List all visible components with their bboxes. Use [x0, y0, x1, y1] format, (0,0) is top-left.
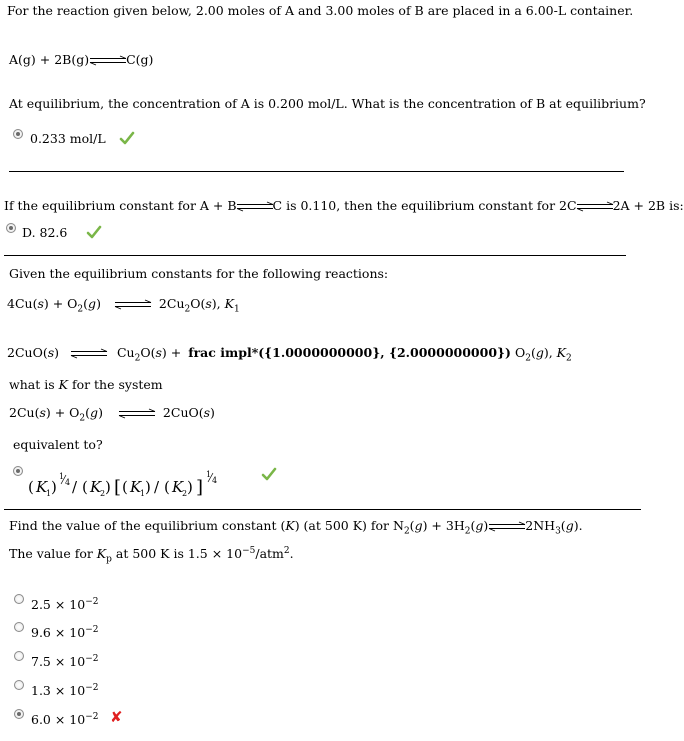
option-exp: −2 [85, 624, 99, 635]
kp-k: K [96, 546, 107, 561]
q4-text: Find the value of the equilibrium constant ( [9, 518, 286, 533]
option-base: 9.6 × 10 [31, 625, 86, 640]
r1-text: 2Cu [158, 296, 185, 311]
q4-kp-statement [9, 545, 294, 565]
r1-text: ) [96, 296, 101, 311]
system-text: what is [9, 377, 55, 392]
svg-text:): ) [105, 478, 111, 496]
q3-reaction-1 [7, 296, 240, 315]
r2-text: 2CuO( [7, 345, 48, 360]
q3-system-prompt [9, 377, 163, 392]
r2-k: K [556, 345, 567, 360]
svg-text:4: 4 [212, 476, 218, 485]
q4-option-label [31, 683, 99, 698]
svg-text:/: / [154, 478, 160, 496]
svg-text:(: ( [164, 478, 170, 496]
q4-sub: 3 [555, 526, 561, 537]
q4-option-radio[interactable] [14, 622, 24, 632]
q4-option-label [31, 597, 99, 612]
svg-text:): ) [187, 478, 193, 496]
option-base: 7.5 × 10 [31, 654, 86, 669]
r2-text: Cu [116, 345, 135, 360]
system-k: K [58, 377, 68, 392]
r1-sub: 1 [233, 304, 240, 315]
kp-sup: 2 [283, 545, 290, 556]
svg-text:2: 2 [100, 489, 106, 498]
q1-intro: For the reaction given below, 2.00 moles of A and 3.00 moles of B are placed in a 6.00-L container. [7, 3, 634, 18]
sys-text: ( [85, 405, 91, 420]
r2-text: O( [140, 345, 156, 360]
option-exp: −2 [85, 596, 99, 607]
q4-option-radio[interactable] [14, 680, 24, 690]
r2-text: O [510, 345, 526, 360]
q4-question [9, 518, 583, 537]
q2-question [4, 198, 684, 213]
q4-option-radio[interactable] [14, 651, 24, 661]
svg-text:4: 4 [65, 478, 71, 487]
equilibrium-arrow-icon [71, 349, 107, 359]
svg-text:]: ] [196, 477, 204, 498]
r1-text: ( [83, 296, 89, 311]
r2-text: ( [530, 345, 536, 360]
q4-sub: 2 [464, 526, 471, 537]
svg-text:K: K [130, 478, 142, 496]
q4-text: g [475, 518, 484, 533]
q4-text: g [565, 518, 574, 533]
r1-text: s [205, 296, 212, 311]
equilibrium-arrow-icon [119, 409, 155, 419]
option-base: 6.0 × 10 [31, 712, 86, 727]
kp-sub: p [106, 554, 112, 565]
q4-text: ) + 3H [422, 518, 465, 533]
q4-text: ). [573, 518, 583, 533]
divider [4, 509, 641, 510]
q1-answer-label: 0.233 mol/L [30, 131, 106, 146]
r2-text: ) [54, 345, 60, 360]
divider [9, 171, 624, 172]
svg-text:1: 1 [59, 472, 65, 481]
svg-text:(: ( [122, 478, 128, 496]
sys-text: ) [210, 405, 215, 420]
q4-option-label [31, 712, 99, 727]
q4-k: K [285, 518, 295, 533]
q4-text: ) [483, 518, 489, 533]
r1-text: g [88, 296, 97, 311]
option-base: 1.3 × 10 [31, 683, 86, 698]
sys-text: 2CuO( [162, 405, 204, 420]
r1-text: s [37, 296, 44, 311]
svg-text:(: ( [82, 478, 88, 496]
option-base: 2.5 × 10 [31, 597, 86, 612]
equilibrium-arrow-icon [237, 202, 273, 212]
equilibrium-arrow-icon [115, 300, 151, 310]
kp-sup: −5 [242, 545, 256, 556]
q1-reaction [9, 52, 153, 67]
q3-answer-radio[interactable] [13, 466, 23, 476]
r1-sub: 2 [77, 304, 84, 315]
r1-text: ), [211, 296, 225, 311]
kp-text: The value for [9, 546, 97, 561]
svg-text:[: [ [114, 477, 122, 498]
r1-text: 4Cu( [7, 296, 38, 311]
q3-system-reaction [9, 405, 215, 424]
q1-question: At equilibrium, the concentration of A is 0.200 mol/L. What is the concentration of B at equilibrium? [9, 96, 646, 111]
q4-option-radio-selected[interactable] [14, 709, 24, 719]
system-text: for the system [71, 377, 163, 392]
kp-text: . [289, 546, 294, 561]
r1-sub: 2 [184, 304, 191, 315]
cross-icon: ✘ [110, 708, 123, 726]
sys-text: s [203, 405, 211, 420]
q4-text: ( [560, 518, 566, 533]
check-icon [120, 131, 135, 145]
sys-text: ) + O [45, 405, 80, 420]
q3-intro: Given the equilibrium constants for the following reactions: [9, 266, 389, 281]
r2-text: ), [543, 345, 557, 360]
sys-text: s [39, 405, 46, 420]
sys-sub: 2 [79, 413, 86, 424]
r2-sub: 2 [566, 353, 572, 364]
q4-text: ( [470, 518, 476, 533]
sys-text: 2Cu( [9, 405, 40, 420]
r1-k: K [224, 296, 234, 311]
r2-frac-text: frac impl*({1.0000000000}, {2.0000000000}) [188, 345, 511, 360]
svg-text:): ) [145, 478, 151, 496]
q2-answer-label: D. 82.6 [22, 225, 68, 240]
option-exp: −2 [85, 711, 99, 722]
svg-text:K: K [172, 478, 184, 496]
q4-text: ) (at 500 K) for N [294, 518, 404, 533]
svg-text:K: K [90, 478, 102, 496]
equilibrium-arrow-icon [577, 202, 613, 212]
sys-text: g [90, 405, 99, 420]
svg-text:1: 1 [206, 470, 212, 479]
option-exp: −2 [85, 653, 99, 664]
svg-text:/: / [72, 478, 78, 496]
q2-text-b: C is 0.110, then the equilibrium constant for 2C [272, 198, 577, 213]
q2-text-c: 2A + 2B is: [612, 198, 684, 213]
divider [4, 255, 626, 256]
svg-text:): ) [51, 478, 57, 496]
r2-text: s [47, 345, 55, 360]
q4-text: 2NH [525, 518, 556, 533]
kp-text: /atm [255, 546, 284, 561]
svg-text:2: 2 [182, 489, 188, 498]
q4-option-radio[interactable] [14, 594, 24, 604]
check-icon [262, 467, 277, 481]
q4-option-label [31, 625, 99, 640]
sys-text: ) [98, 405, 103, 420]
option-exp: −2 [85, 682, 99, 693]
q3-equivalent-prompt: equivalent to? [13, 437, 103, 452]
q1-answer-radio[interactable] [13, 129, 23, 139]
check-icon [87, 225, 102, 239]
svg-text:1: 1 [140, 489, 146, 498]
q4-text: ( [409, 518, 415, 533]
r1-text: O( [190, 296, 206, 311]
equilibrium-arrow-icon [90, 56, 126, 66]
q3-answer-formula [28, 466, 243, 502]
q2-answer-radio[interactable] [6, 223, 16, 233]
r2-sub: 2 [525, 353, 531, 364]
q1-reaction-left: A(g) + 2B(g) [9, 52, 90, 67]
q4-sub: 2 [403, 526, 410, 537]
r2-text: ) + [161, 345, 182, 360]
kp-text: at 500 K is 1.5 × 10 [111, 546, 243, 561]
q1-reaction-right: C(g) [126, 52, 154, 67]
q2-text-a: If the equilibrium constant for A + B [4, 198, 237, 213]
q4-text: g [414, 518, 423, 533]
r2-sub: 2 [134, 353, 141, 364]
r2-text: g [535, 345, 544, 360]
q4-option-label [31, 654, 99, 669]
svg-text:1: 1 [46, 489, 52, 498]
q3-reaction-2 [7, 345, 572, 364]
r1-text: ) + O [43, 296, 78, 311]
r2-text: s [155, 345, 162, 360]
svg-text:(: ( [28, 478, 34, 496]
equilibrium-arrow-icon [489, 522, 525, 532]
svg-text:K: K [36, 478, 48, 496]
